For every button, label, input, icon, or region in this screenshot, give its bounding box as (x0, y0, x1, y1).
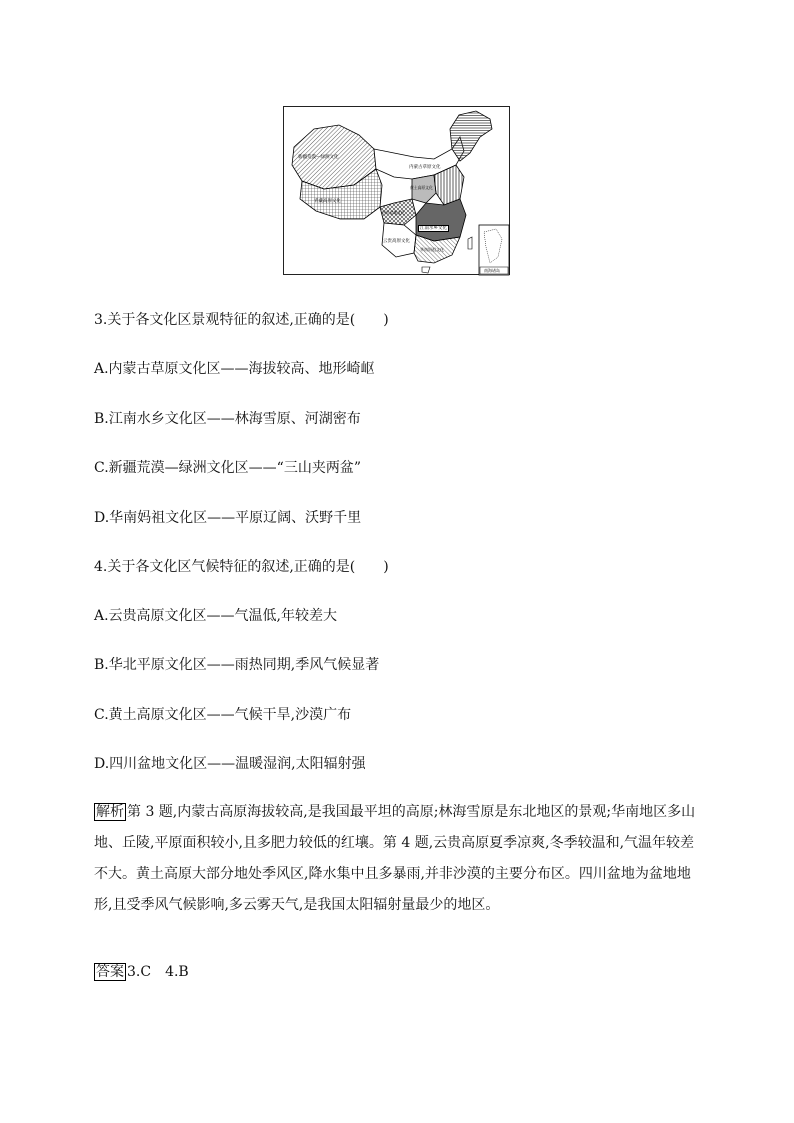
q4-option-c: C.黄土高原文化区——气候干旱,沙漠广布 (94, 707, 352, 723)
q4-stem: 4.关于各文化区气候特征的叙述,正确的是( ) (94, 559, 389, 575)
label-loess: 黄土高原文化 (410, 185, 433, 190)
q3-stem: 3.关于各文化区景观特征的叙述,正确的是( ) (94, 312, 389, 328)
label-yungui: 云贵高原文化 (383, 239, 410, 244)
q3-option-a: A.内蒙古草原文化区——海拔较高、地形崎岖 (94, 361, 375, 377)
q3-option-c: C.新疆荒漠—绿洲文化区——“三山夹两盆” (94, 460, 361, 476)
q3-option-b: B.江南水乡文化区——林海雪原、河湖密布 (94, 411, 361, 427)
answer-tag: 答案 (96, 964, 124, 980)
region-jiangnan (416, 199, 466, 241)
q3-option-d: D.华南妈祖文化区——平原辽阔、沃野千里 (94, 510, 362, 526)
label-tibet: 青藏高原文化 (314, 199, 341, 204)
answer-text: 3.C 4.B (127, 964, 189, 980)
q4-option-a: A.云贵高原文化区——气温低,年较差大 (94, 608, 338, 624)
answer-block (94, 962, 189, 982)
china-cultural-regions-map (283, 106, 510, 275)
label-south: 华南妈祖文化 (420, 247, 444, 252)
analysis-text: 第 3 题,内蒙古高原海拔较高,是我国最平坦的高原;林海雪原是东北地区的景观;华南地区多山地、丘陵,平原面积较小,且多肥力较低的红壤。第 4 题,云贵高原夏季凉爽,冬季较温和,气温年较差不大。黄土高原大部分地处季风区,降水集中且多暴雨,并非沙漠的主要分布区。四川盆地为盆地地形,且受季风气候影响,多云雾天气,是我国太阳辐射量最少的地区。 (94, 804, 696, 913)
label-xinjiang: 新疆荒漠—绿洲文化 (298, 155, 339, 160)
label-inset: 南海诸岛 (484, 268, 500, 273)
analysis-block (94, 797, 704, 921)
island-hainan (422, 267, 430, 273)
q4-option-d: D.四川盆地文化区——温暖湿润,太阳辐射强 (94, 756, 366, 772)
label-sichuan: 四川盆地文化 (382, 210, 405, 215)
label-jiangnan: 江南水乡文化 (420, 226, 447, 231)
island-taiwan (468, 237, 472, 249)
map-graphic (284, 107, 511, 276)
q4-option-b: B.华北平原文化区——雨热同期,季风气候显著 (94, 657, 380, 673)
label-inner-mongolia: 内蒙古草原文化 (409, 165, 441, 170)
region-northeast (450, 111, 492, 161)
analysis-tag: 解析 (96, 804, 124, 820)
